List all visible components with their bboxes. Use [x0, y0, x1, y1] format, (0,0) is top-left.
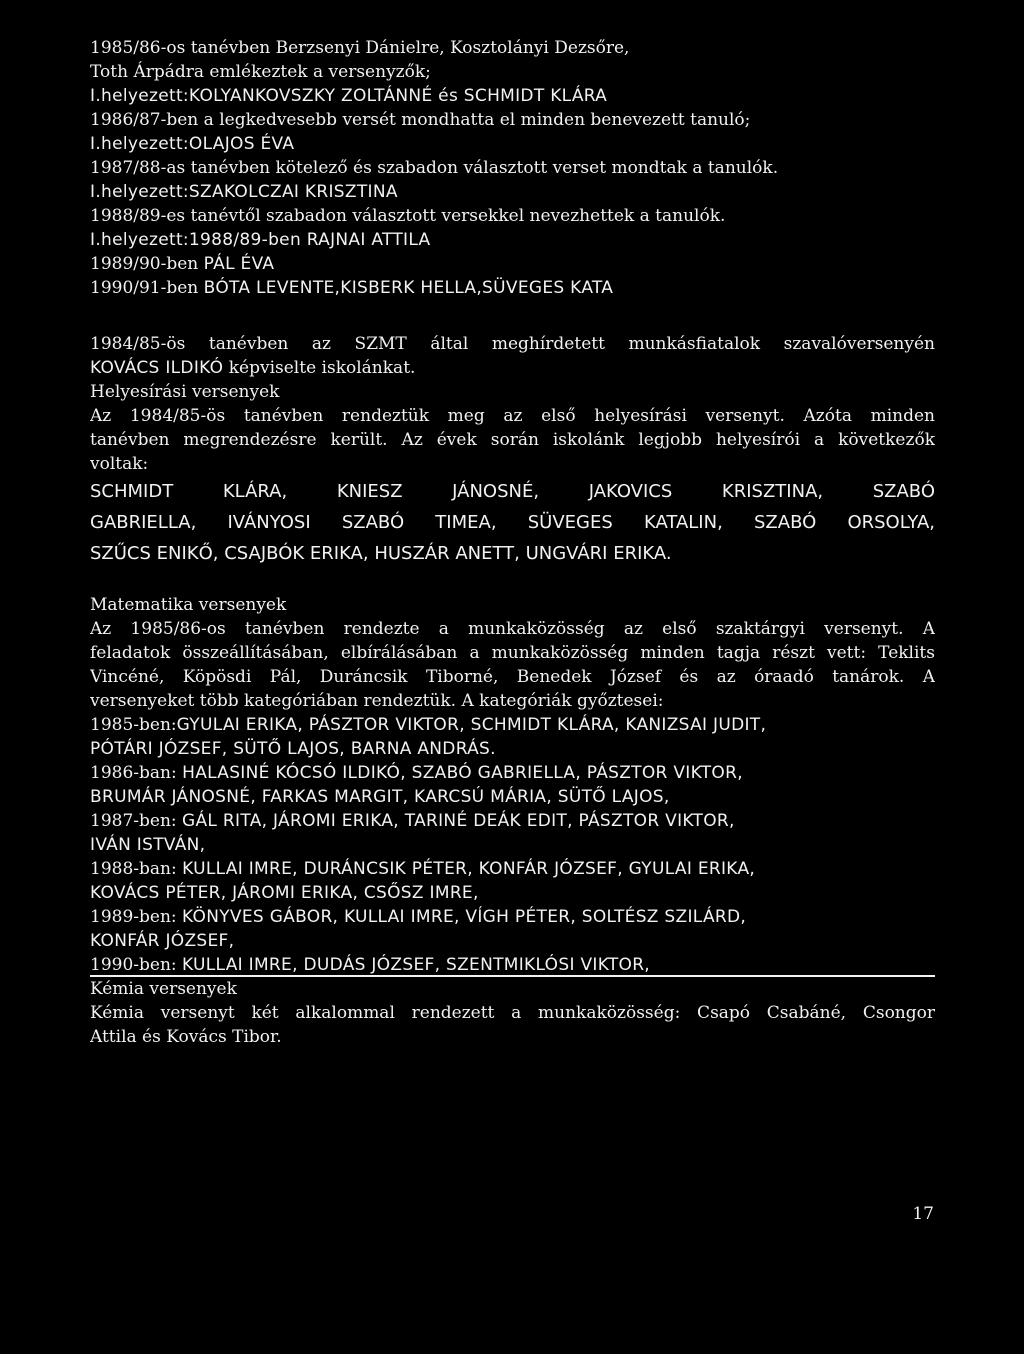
text-line: Vincéné, Köpösdi Pál, Duráncsik Tiborné, Benedek József és az óraadó tanárok. A	[90, 667, 935, 687]
names-line: SCHMIDT KLÁRA, KNIESZ JÁNOSNÉ, JAKOVICS KRISZTINA, SZABÓ	[90, 481, 935, 502]
text-line: Az 1985/86-os tanévben rendezte a munkaközösség az első szaktárgyi versenyt. A	[90, 619, 935, 639]
winners-line: 1986-ban: HALASINÉ KÓCSÓ ILDIKÓ, SZABÓ GABRIELLA, PÁSZTOR VIKTOR,	[90, 763, 743, 783]
math-section	[90, 593, 935, 1049]
winners-line: 1989-ben: KÖNYVES GÁBOR, KULLAI IMRE, VÍGH PÉTER, SOLTÉSZ SZILÁRD,	[90, 907, 747, 927]
winners-line: BRUMÁR JÁNOSNÉ, FARKAS MARGIT, KARCSÚ MÁRIA, SÜTŐ LAJOS,	[90, 787, 670, 807]
text-line: versenyeket több kategóriában rendeztük. A kategóriák győztesei:	[90, 691, 664, 711]
text-line: I.helyezett:1988/89-ben RAJNAI ATTILA	[90, 230, 431, 250]
document-page	[90, 36, 935, 1049]
text-line: 1984/85-ös tanévben az SZMT által meghírdetett munkásfiatalok szavalóversenyén	[90, 334, 935, 354]
winners-line: KONFÁR JÓZSEF,	[90, 931, 235, 951]
section-heading: Kémia versenyek	[90, 979, 237, 999]
text-line: I.helyezett:SZAKOLCZAI KRISZTINA	[90, 182, 398, 202]
text-line: tanévben megrendezésre került. Az évek során iskolánk legjobb helyesírói a következők	[90, 430, 935, 450]
winners-line: 1988-ban: KULLAI IMRE, DURÁNCSIK PÉTER, KONFÁR JÓZSEF, GYULAI ERIKA,	[90, 859, 756, 879]
horizontal-rule	[90, 975, 935, 977]
text-line: 1987/88-as tanévben kötelező és szabadon választott verset mondtak a tanulók.	[90, 158, 779, 178]
winners-line: 1990-ben: KULLAI IMRE, DUDÁS JÓZSEF, SZENTMIKLÓSI VIKTOR,	[90, 955, 651, 975]
winners-line: KOVÁCS PÉTER, JÁROMI ERIKA, CSŐSZ IMRE,	[90, 883, 479, 903]
text-line: 1990/91-ben BÓTA LEVENTE,KISBERK HELLA,SÜVEGES KATA	[90, 278, 614, 298]
text-line: 1986/87-ben a legkedvesebb versét mondhatta el minden benevezett tanuló;	[90, 110, 751, 130]
text-line: I.helyezett:OLAJOS ÉVA	[90, 134, 295, 154]
text-line: I.helyezett:KOLYANKOVSZKY ZOLTÁNNÉ és SCHMIDT KLÁRA	[90, 86, 608, 106]
winners-line: IVÁN ISTVÁN,	[90, 835, 206, 855]
spelling-section	[90, 332, 935, 569]
section-heading: Matematika versenyek	[90, 595, 287, 615]
text-line: voltak:	[90, 454, 149, 474]
winners-line: 1985-ben:GYULAI ERIKA, PÁSZTOR VIKTOR, SCHMIDT KLÁRA, KANIZSAI JUDIT,	[90, 715, 767, 735]
text-line: Toth Árpádra emlékeztek a versenyzők;	[90, 62, 431, 82]
text-line: 1989/90-ben PÁL ÉVA	[90, 254, 275, 274]
names-line: GABRIELLA, IVÁNYOSI SZABÓ TIMEA, SÜVEGES KATALIN, SZABÓ ORSOLYA,	[90, 512, 935, 533]
text-line: Attila és Kovács Tibor.	[90, 1027, 282, 1047]
text-line: 1985/86-os tanévben Berzsenyi Dánielre, Kosztolányi Dezsőre,	[90, 38, 630, 58]
page-number: 17	[912, 1204, 934, 1224]
winners-line: PÓTÁRI JÓZSEF, SÜTŐ LAJOS, BARNA ANDRÁS.	[90, 739, 496, 759]
text-line: 1988/89-es tanévtől szabadon választott versekkel nevezhettek a tanulók.	[90, 206, 726, 226]
section-heading: Helyesírási versenyek	[90, 382, 280, 402]
text-line: Az 1984/85-ös tanévben rendeztük meg az első helyesírási versenyt. Azóta minden	[90, 406, 935, 426]
recitation-section	[90, 36, 935, 300]
names-line: SZŰCS ENIKŐ, CSAJBÓK ERIKA, HUSZÁR ANETT, UNGVÁRI ERIKA.	[90, 543, 672, 564]
text-line: Kémia versenyt két alkalommal rendezett a munkaközösség: Csapó Csabáné, Csongor	[90, 1003, 935, 1023]
text-line: feladatok összeállításában, elbírálásában a munkaközösség minden tagja részt vett: Teklits	[90, 643, 935, 663]
text-line: KOVÁCS ILDIKÓ képviselte iskolánkat.	[90, 358, 416, 378]
winners-line: 1987-ben: GÁL RITA, JÁROMI ERIKA, TARINÉ DEÁK EDIT, PÁSZTOR VIKTOR,	[90, 811, 735, 831]
